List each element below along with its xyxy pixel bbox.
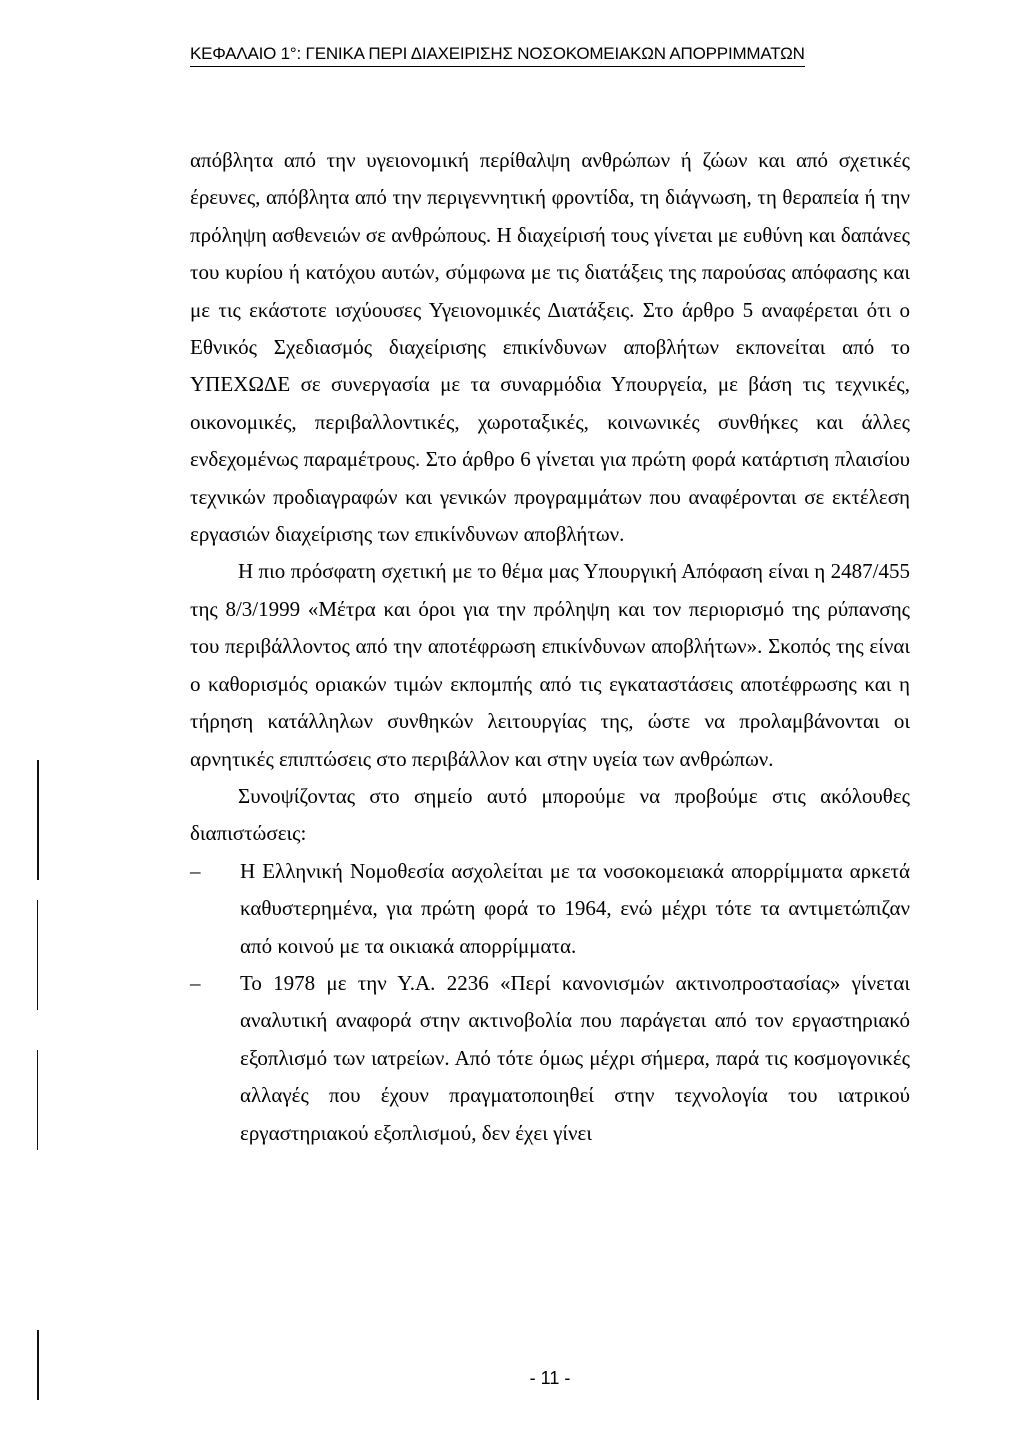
body-paragraph: Συνοψίζοντας στο σημείο αυτό μπορούμε να προβούμε στις ακόλουθες διαπιστώσεις: bbox=[190, 783, 910, 846]
dash-bullet: – bbox=[190, 970, 201, 995]
list-item bbox=[190, 853, 910, 965]
body-paragraph: Η πιο πρόσφατη σχετική με το θέμα μας Υπουργική Απόφαση είναι η 2487/455 της 8/3/1999 «Μέτρα και όροι για την πρόληψη και τον περιορισμό της ρύπανσης του περιβάλλοντος από την αποτέφρωση επικίνδυνων αποβλήτων». Σκοπός της είναι ο καθορισμός οριακών τιμών εκπομπής από τις εγκαταστάσεις αποτέφρωσης και η τήρηση κατάλληλων συνθηκών λειτουργίας της, ώστε να προλαμβάνονται οι αρνητικές επιπτώσεις στο περιβάλλον και στην υγεία των ανθρώπων. bbox=[190, 559, 910, 771]
list-item-text: Το 1978 με την Υ.Α. 2236 «Περί κανονισμών ακτινοπροστασίας» γίνεται αναλυτική αναφορά στην ακτινοβολία που παράγεται από τον εργαστηριακό εξοπλισμό των ιατρείων. Από τότε όμως μέχρι σήμερα, παρά τις κοσμογονικές αλλαγές που έχουν πραγματοποιηθεί στην τεχνολογία του ιατρικού εργαστηριακού εξοπλισμού, δεν έχει γίνει bbox=[240, 970, 910, 1145]
conclusions-list bbox=[190, 853, 910, 1152]
list-item bbox=[190, 965, 910, 1152]
document-body bbox=[190, 142, 910, 1152]
scan-edge-mark bbox=[37, 900, 38, 1010]
list-item-text: Η Ελληνική Νομοθεσία ασχολείται με τα νοσοκομειακά απορρίμματα αρκετά καθυστερημένα, για πρώτη φορά το 1964, ενώ μέχρι τότε τα αντιμετώπιζαν από κοινού με τα οικιακά απορρίμματα. bbox=[240, 858, 910, 958]
scan-edge-mark bbox=[37, 1330, 39, 1400]
page-number: - 11 - bbox=[529, 1368, 571, 1388]
chapter-header: ΚΕΦΑΛΑΙΟ 1°: ΓΕΝΙΚΑ ΠΕΡΙ ΔΙΑΧΕΙΡΙΣΗΣ ΝΟΣΟΚΟΜΕΙΑΚΩΝ ΑΠΟΡΡΙΜΜΑΤΩΝ bbox=[190, 44, 805, 67]
scan-edge-mark bbox=[37, 1050, 38, 1150]
scan-edge-mark bbox=[37, 760, 39, 880]
body-paragraph: απόβλητα από την υγειονομική περίθαλψη ανθρώπων ή ζώων και από σχετικές έρευνες, απόβλητα από την περιγεννητική φροντίδα, τη διάγνωση, τη θεραπεία ή την πρόληψη ασθενειών σε ανθρώπους. Η διαχείρισή τους γίνεται με ευθύνη και δαπάνες του κυρίου ή κατόχου αυτών, σύμφωνα με τις διατάξεις της παρούσας απόφασης και με τις εκάστοτε ισχύουσες Υγειονομικές Διατάξεις. Στο άρθρο 5 αναφέρεται ότι ο Εθνικός Σχεδιασμός διαχείρισης επικίνδυνων αποβλήτων εκπονείται από το ΥΠΕΧΩΔΕ σε συνεργασία με τα συναρμόδια Υπουργεία, με βάση τις τεχνικές, οικονομικές, περιβαλλοντικές, χωροταξικές, κοινωνικές συνθήκες και άλλες ενδεχομένως παραμέτρους. Στο άρθρο 6 γίνεται για πρώτη φορά κατάρτιση πλαισίου τεχνικών προδιαγραφών και γενικών προγραμμάτων που αναφέρονται σε εκτέλεση εργασιών διαχείρισης των επικίνδυνων αποβλήτων. bbox=[190, 148, 910, 547]
dash-bullet: – bbox=[190, 858, 201, 883]
